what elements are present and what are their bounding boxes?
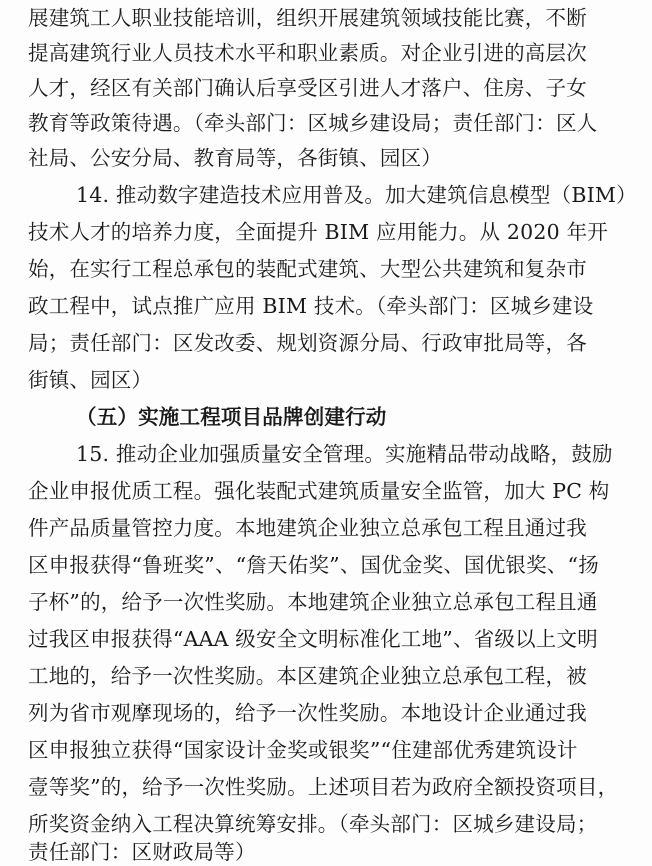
- text-line: 社局、公安分局、教育局等，各街镇、园区）: [28, 146, 442, 170]
- text-line: 子杯”的，给予一次性奖励。本地建筑企业独立总承包工程且通: [28, 590, 598, 614]
- section-heading: （五）实施工程项目品牌创建行动: [76, 405, 387, 429]
- text-line: 所奖资金纳入工程决算统筹安排。（牵头部门：区城乡建设局；: [28, 812, 598, 836]
- text-line: 展建筑工人职业技能培训，组织开展建筑领域技能比赛，不断: [28, 6, 587, 30]
- text-line: 人才，经区有关部门确认后享受区引进人才落户、住房、子女: [28, 76, 587, 100]
- text-line: 始，在实行工程总承包的装配式建筑、大型公共建筑和复杂市: [28, 257, 587, 281]
- item-14-first-line: 14. 推动数字建造技术应用普及。加大建筑信息模型（BIM）: [76, 183, 637, 207]
- item-15-first-line: 15. 推动企业加强质量安全管理。实施精品带动战略，鼓励: [76, 442, 613, 466]
- text-line: 责任部门：区财政局等）: [28, 840, 256, 864]
- text-line: 局；责任部门：区发改委、规划资源分局、行政审批局等，各: [28, 331, 587, 355]
- text-line: 工地的，给予一次性奖励。本区建筑企业独立总承包工程，被: [28, 664, 587, 688]
- text-line: 区申报获得“鲁班奖”、“詹天佑奖”、国优金奖、国优银奖、“扬: [28, 553, 599, 577]
- text-line: 企业申报优质工程。强化装配式建筑质量安全监管，加大 PC 构: [28, 479, 610, 503]
- text-line: 区申报独立获得“国家设计金奖或银奖”“住建部优秀建筑设计: [28, 738, 578, 762]
- text-line: 列为省市观摩现场的，给予一次性奖励。本地设计企业通过我: [28, 701, 587, 725]
- text-line: 街镇、园区）: [28, 368, 153, 392]
- text-line: 过我区申报获得“AAA 级安全文明标准化工地”、省级以上文明: [28, 627, 598, 651]
- text-line: 教育等政策待遇。（牵头部门：区城乡建设局；责任部门：区人: [28, 111, 598, 135]
- text-line: 提高建筑行业人员技术水平和职业素质。对企业引进的高层次: [28, 41, 587, 65]
- text-line: 壹等奖”的，给予一次性奖励。上述项目若为政府全额投资项目，: [28, 775, 619, 799]
- text-line: 件产品质量管控力度。本地建筑企业独立总承包工程且通过我: [28, 516, 587, 540]
- text-line: 政工程中，试点推广应用 BIM 技术。（牵头部门：区城乡建设: [28, 294, 594, 318]
- text-line: 技术人才的培养力度，全面提升 BIM 应用能力。从 2020 年开: [28, 220, 608, 244]
